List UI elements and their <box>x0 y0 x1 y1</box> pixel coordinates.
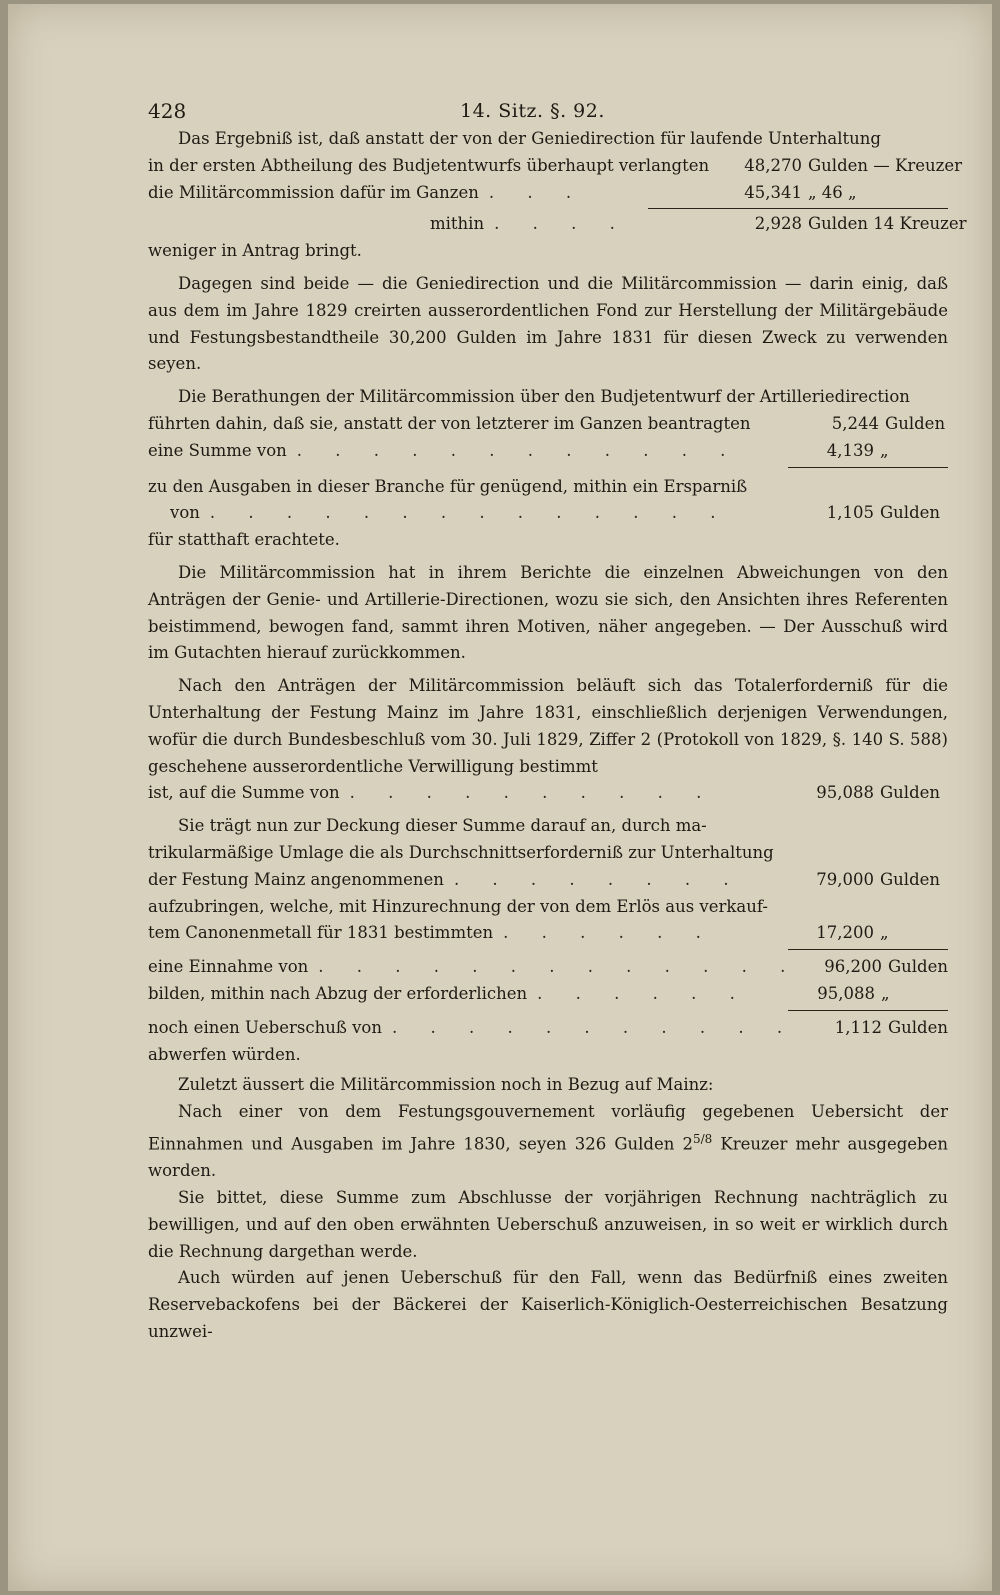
text-block: Nach den Anträgen der Militärcommission beläuft sich das Totalerforderniß für die Unterhaltung der Festung Mainz im Jahre 1831, einschließlich derjenigen Verwendungen, wofür die durch Bundesbeschluß vom 30. Juli 1829, Ziffer 2 (Protokoll von 1829, §. 140 S. 588) geschehene ausserordentliche Verwilligung bestimmt <box>148 676 948 776</box>
paragraph-request: Sie bittet, diese Summe zum Abschlusse der vorjährigen Rechnung nachträglich zu bewilligen, und auf den oben erwähnten Ueberschuß anzuweisen, in so weit er wirklich durch die Rechnung dargethan werde. <box>148 1187 948 1261</box>
row-amount: 5,244 <box>831 413 880 433</box>
row-dots: . . . . . . <box>537 983 749 1003</box>
paragraph-artillery <box>148 384 948 554</box>
row-amount: 45,341 <box>744 182 802 202</box>
row-unit: Gulden 14 Kreuzer <box>808 214 967 234</box>
paragraph-overview <box>148 1099 948 1185</box>
sum-rule <box>788 467 948 468</box>
row-dots: . . . . . . . . . . . . . . <box>209 503 730 523</box>
row-amount: 79,000 <box>816 869 874 889</box>
paragraph-fund: Dagegen sind beide — die Geniedirection und die Militärcommission — darin einig, daß aus dem im Jahre 1829 creirten ausserordentlichen Fond zur Herstellung der Militärgebäude und Festungsbestandtheile 30,200 Gulden im Jahre 1831 für diesen Zweck zu verwenden seyen. <box>148 273 948 374</box>
amount-row <box>148 153 962 180</box>
text-line: für statthaft erachtete. <box>148 530 340 550</box>
amount-row <box>148 211 967 238</box>
text-line: Das Ergebniß ist, daß anstatt der von der Geniedirection für laufende Unterhaltung <box>178 129 881 148</box>
text-line: trikularmäßige Umlage die als Durchschnittserforderniß zur Unterhaltung <box>148 842 774 862</box>
row-amount: 17,200 <box>816 923 874 943</box>
amount-row <box>148 500 948 527</box>
paragraph-deviations: Die Militärcommission hat in ihrem Berichte die einzelnen Abweichungen von den Anträgen der Genie- und Artillerie-Directionen, wozu sie sich, den Ansichten ihres Referenten beistimmend, bewogen fand, sammt ihren Motiven, näher angegeben. — Der Ausschuß wird im Gutachten hierauf zurückkommen. <box>148 562 948 663</box>
row-amount: 4,139 <box>826 440 874 460</box>
row-amount: 1,112 <box>834 1017 882 1037</box>
amount-row <box>148 180 948 207</box>
row-label: bilden, mithin nach Abzug der erforderlichen <box>148 983 528 1003</box>
row-label: mithin <box>430 214 485 234</box>
amount-row <box>148 438 948 465</box>
row-dots: . . . . . . <box>503 923 715 943</box>
row-unit: Gulden <box>887 957 948 977</box>
row-dots: . . . . . . . . . . . <box>391 1017 797 1037</box>
row-dots: . . . . . . . . . . . . . <box>318 957 800 977</box>
row-amount: 96,200 <box>824 957 882 977</box>
amount-row <box>148 411 948 438</box>
paragraph-coverage <box>148 813 948 1068</box>
sum-rule <box>788 1010 948 1011</box>
paragraph-oven: Auch würden auf jenen Ueberschuß für den Fall, wenn das Bedürfniß eines zweiten Reservebackofens bei der Bäckerei der Kaiserlich-Königlich-Oesterreichischen Besatzung unzwei- <box>148 1268 948 1341</box>
row-dots: . . . <box>488 182 586 202</box>
row-amount: 1,105 <box>826 503 874 523</box>
row-amount: 2,928 <box>754 214 802 234</box>
row-dots: . . . . <box>494 214 629 234</box>
row-label: noch einen Ueberschuß von <box>148 1017 382 1037</box>
row-label: der Festung Mainz angenommenen <box>148 869 444 889</box>
row-label: die Militärcommission dafür im Ganzen <box>148 182 479 202</box>
amount-row <box>148 1015 948 1042</box>
text-line: weniger in Antrag bringt. <box>148 241 362 261</box>
page-body <box>148 92 967 1346</box>
row-dots: . . . . . . . . <box>453 869 743 889</box>
amount-row <box>148 954 948 981</box>
paragraph-result <box>148 126 967 265</box>
row-unit: „ <box>880 440 889 460</box>
row-label: führten dahin, daß sie, anstatt der von letzterer im Ganzen beantragten <box>148 413 751 433</box>
text-line: Die Berathungen der Militärcommission über den Budjetentwurf der Artilleriedirection <box>178 387 910 407</box>
text-part: Nach einer von dem Festungsgouvernement vorläufig gegebenen Uebersicht der Einnahmen und Ausgaben im Jahre 1830, seyen 326 Gulden 2 <box>148 1102 948 1154</box>
row-dots: . . . . . . . . . . . . <box>296 440 740 460</box>
paragraph-mainz-intro: Zuletzt äussert die Militärcommission noch in Bezug auf Mainz: <box>178 1075 714 1095</box>
row-unit: Gulden <box>880 503 941 523</box>
row-label: in der ersten Abtheilung des Budjetentwurfs überhaupt verlangten <box>148 155 710 175</box>
row-label: ist, auf die Summe von <box>148 783 340 803</box>
text-line: zu den Ausgaben in dieser Branche für genügend, mithin ein Ersparniß <box>148 476 748 496</box>
amount-row <box>148 981 948 1008</box>
amount-row <box>148 780 948 807</box>
page-number: 428 <box>148 99 187 123</box>
scanned-page <box>8 4 992 1591</box>
row-unit: Gulden <box>885 413 946 433</box>
row-unit: „ <box>880 923 889 943</box>
row-unit: Gulden <box>880 869 941 889</box>
row-unit: „ 46 „ <box>808 182 857 202</box>
paragraph-total-requirement <box>148 673 948 807</box>
sum-rule <box>788 949 948 950</box>
text-line: aufzubringen, welche, mit Hinzurechnung der von dem Erlös aus verkauf- <box>148 896 768 916</box>
row-dots: . . . . . . . . . . <box>349 783 716 803</box>
amount-row <box>148 867 948 894</box>
row-label: eine Einnahme von <box>148 957 309 977</box>
running-title: 14. Sitz. §. 92. <box>460 100 605 122</box>
sum-rule <box>648 208 948 209</box>
row-label: tem Canonenmetall für 1831 bestimmten <box>148 923 494 943</box>
row-amount: 48,270 <box>744 155 802 175</box>
fraction: 5/8 <box>692 1131 713 1146</box>
row-label: eine Summe von <box>148 440 287 460</box>
row-amount: 95,088 <box>817 983 875 1003</box>
text-part: Kreuzer mehr ausgegeben worden. <box>148 1134 948 1181</box>
row-amount: 95,088 <box>816 783 874 803</box>
row-unit: Gulden — Kreuzer <box>808 155 962 175</box>
row-unit: Gulden <box>880 783 941 803</box>
row-unit: Gulden <box>887 1017 948 1037</box>
text-line: Sie trägt nun zur Deckung dieser Summe darauf an, durch ma- <box>178 816 707 836</box>
row-unit: „ <box>880 983 890 1003</box>
text-line: abwerfen würden. <box>148 1044 301 1064</box>
page-header <box>148 92 948 126</box>
row-label: von <box>170 503 200 523</box>
amount-row <box>148 920 948 947</box>
